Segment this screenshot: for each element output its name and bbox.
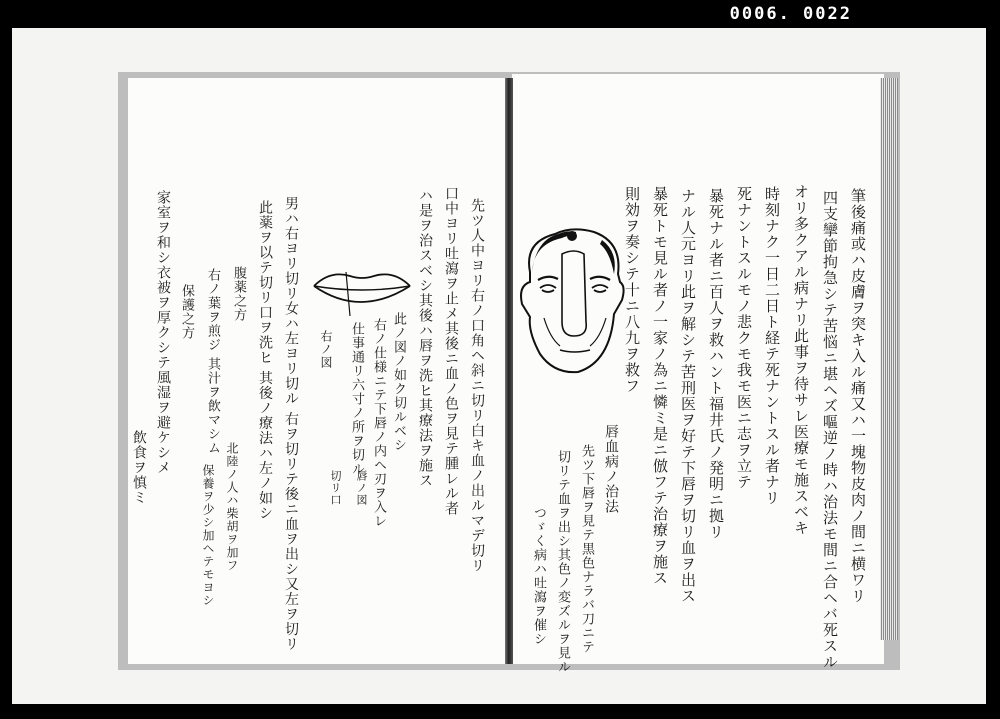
left-column-6: 仕事通リ六寸ノ所ヲ切ル bbox=[349, 322, 364, 476]
right-lower-column-4: つゞく病ハ吐瀉ヲ催シ bbox=[531, 506, 546, 646]
right-lower-column-3: 切リテ血ヲ出シ其色ノ変ズルヲ見ル bbox=[555, 450, 570, 674]
label-lip-figure: 唇ノ図 bbox=[355, 470, 368, 506]
left-column-1: 先ツ人中ヨリ右ノ口角ヘ斜ニ切リ白キ血ノ出ルマデ切リ bbox=[469, 198, 485, 573]
recipe-title-2: 保護之方 bbox=[179, 284, 194, 340]
right-lower-column-2: 先ツ下唇ヲ見テ黒色ナラバ刀ニテ bbox=[579, 444, 594, 654]
right-column-9: 則効ヲ奏シテ十ニ八九ヲ救フ bbox=[623, 186, 641, 394]
right-column-1: 筆後痛或ハ皮膚ヲ突キ入ル痛又ハ一塊物皮肉ノ間ニ横ワリ bbox=[849, 188, 867, 604]
right-column-5: 死ナントスルモノ悲クモ我モ医ニ志ヲ立テ bbox=[735, 186, 753, 490]
recipe-line-1: 右ノ葉ヲ煎ジ 其汁ヲ飲マシム bbox=[205, 268, 220, 456]
right-column-4: 時刻ナク一日二日ト経テ死ナントスル者ナリ bbox=[763, 186, 781, 506]
left-column-2: 口中ヨリ吐瀉ヲ止メ其後ニ血ノ色ヲ見テ腫レル者 bbox=[443, 186, 459, 516]
page-edges bbox=[880, 78, 898, 640]
recipe-title-1: 腹薬之方 bbox=[231, 266, 246, 322]
right-brow bbox=[590, 277, 610, 280]
lip-line bbox=[314, 286, 410, 290]
recipe-line-3: 保養ヲ少シ加ヘテモヨシ bbox=[201, 464, 215, 607]
left-column-3: ハ是ヲ治スベシ其後ハ唇ヲ洗ヒ其療法ヲ施ス bbox=[417, 188, 433, 488]
face-illustration bbox=[510, 222, 640, 392]
lips-illustration bbox=[310, 262, 414, 322]
mouth bbox=[560, 350, 590, 352]
left-column-8: 此薬ヲ以テ切リ口ヲ洗ヒ 其後ノ療法ハ左ノ如シ bbox=[257, 200, 273, 521]
right-column-2: 四支攣節拘急シテ苦悩ニ堪ヘズ嘔逆ノ時ハ治法モ間ニ合ヘバ死スル bbox=[821, 190, 839, 670]
recipe-line-2: 北陸ノ人ハ柴胡ヲ加フ bbox=[225, 442, 239, 572]
left-column-7: 男ハ右ヨリ切リ女ハ左ヨリ切ル 右ヲ切リテ後ニ血ヲ出シ又左ヲ切リ bbox=[283, 196, 299, 652]
left-eye bbox=[540, 285, 556, 292]
left-column-last-2: 飲食ヲ慎ミ bbox=[131, 430, 147, 505]
right-column-7: ナル人元ヨリ此ヲ解シテ苦刑医ヲ好テ下唇ヲ切リ血ヲ出ス bbox=[679, 188, 697, 604]
left-column-4: 此ノ図ノ如ク切ルベシ bbox=[391, 312, 406, 452]
right-column-8: 暴死トモ見ル者ノ一家ノ為ニ憐ミ是ニ倣フテ治療ヲ施ス bbox=[651, 186, 669, 586]
left-column-last-1: 家室ヲ和シ衣被ヲ厚クシテ風湿ヲ避ケシメ bbox=[155, 190, 171, 475]
label-right-figure: 右ノ図 bbox=[319, 330, 333, 369]
upper-lip bbox=[314, 274, 410, 286]
right-eye bbox=[592, 285, 608, 292]
label-cut: 切リ口 bbox=[329, 470, 342, 506]
right-lower-column-1: 唇血病ノ治法 bbox=[603, 424, 619, 514]
right-column-6: 暴死ナル者ニ百人ヲ救ハント福井氏ノ発明ニ拠リ bbox=[707, 188, 725, 540]
topknot bbox=[567, 231, 577, 241]
left-brow bbox=[538, 277, 558, 280]
left-column-5: 右ノ仕様ニテ下唇ノ内ヘ刃ヲ入レ bbox=[371, 318, 386, 528]
cut-line bbox=[346, 272, 350, 316]
face-mark bbox=[562, 251, 586, 336]
cheek-line bbox=[544, 318, 606, 346]
frame-number: 0006. 0022 bbox=[729, 4, 852, 24]
right-column-3: オリ多クアル病ナリ此事ヲ待サレ医療モ施スベキ bbox=[792, 184, 810, 536]
